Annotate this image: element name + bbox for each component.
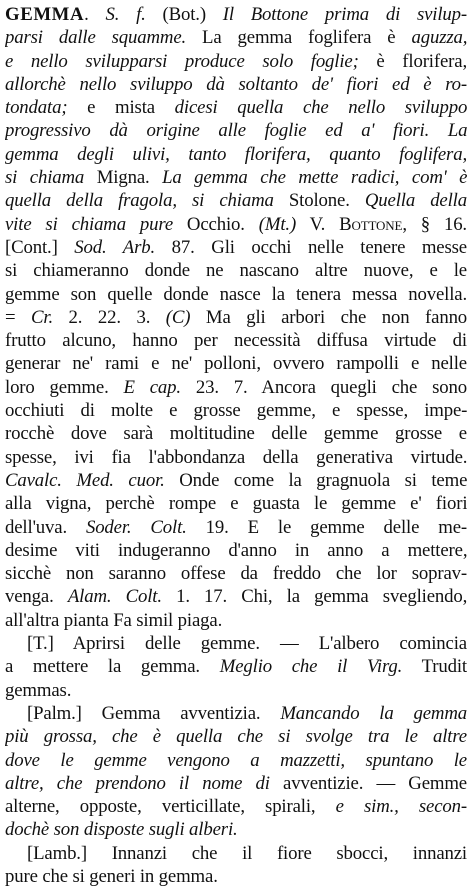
text-line [5, 236, 467, 259]
text-line [5, 73, 467, 96]
text-run: Meglio che il Virg. [219, 656, 403, 678]
text-run: Trudit [402, 656, 467, 678]
text-run: Ma gli arbori che non fanno [190, 306, 467, 328]
text-run: generar ne' rami e ne' polloni, ovvero rampolli e nelle [5, 353, 467, 375]
text-run: 23. 7. Ancora quegli che sono [180, 376, 467, 398]
paragraph-lamb-note [5, 842, 467, 888]
text-line [5, 772, 467, 795]
text-line [5, 306, 467, 329]
text-run: [T.] Aprirsi delle gemme. — L'albero comincia [27, 633, 467, 655]
text-run: si chiameranno donde ne nascano altre nuove, e le [5, 260, 467, 282]
text-run: (Mt.) [258, 213, 297, 235]
text-run: gemma degli ulivi, tanto florifera, quanto foglifera, [5, 143, 467, 165]
text-line [5, 189, 467, 212]
text-run: 87. Gli occhi nelle tenere messe [155, 236, 467, 258]
text-run: e mista [67, 97, 175, 119]
text-run: allorchè nello sviluppo dà soltanto de' fiori ed è ro- [5, 73, 467, 95]
text-run: gemmas. [5, 679, 72, 701]
text-line [5, 655, 467, 678]
text-run: 19. E le gemme delle me- [186, 516, 467, 538]
text-line [5, 865, 467, 888]
text-run: = [5, 306, 31, 328]
text-line [5, 446, 467, 469]
text-line [5, 26, 467, 49]
text-line [5, 609, 467, 632]
text-run: dell'uva. [5, 516, 86, 538]
text-line [5, 749, 467, 772]
text-run: [Lamb.] Innanzi che il fiore sbocci, innanzi [27, 842, 467, 864]
text-run: occhiuti di molte e grosse gemme, e spesse, impe- [5, 400, 467, 422]
text-run: 1. 17. Chi, la gemma svegliendo, [161, 586, 467, 608]
text-run: Il Bottone prima di svilup- [222, 4, 467, 25]
text-run: dochè son disposte sugli alberi. [5, 819, 238, 841]
text-run: parsi dalle squamme. [5, 27, 187, 49]
text-line [5, 119, 467, 142]
text-line [5, 702, 467, 725]
text-run: pure che si generi in gemma. [5, 865, 218, 887]
dictionary-page [5, 3, 467, 888]
text-line [5, 516, 467, 539]
text-run: alterne, opposte, verticillate, spirali, [5, 796, 336, 818]
text-run: è florifera, [358, 50, 467, 72]
paragraph-tommaseo-note [5, 632, 467, 702]
text-run: sicchè non saranno offese da freddo che lor soprav- [5, 563, 467, 585]
text-line [5, 492, 467, 515]
text-run: (C) [165, 306, 191, 328]
text-run: E cap. [123, 376, 181, 398]
text-line [5, 376, 467, 399]
paragraph-palm-note [5, 702, 467, 842]
text-run: Mancando la gemma [280, 702, 467, 724]
text-run: avventizie. — Gemme [269, 772, 467, 794]
text-line [5, 259, 467, 282]
text-line [5, 562, 467, 585]
text-run: 2. 22. 3. [53, 306, 166, 328]
text-run: gemme son quelle donde nasce la tenera messa novella. [5, 283, 467, 305]
text-run: aguzza, [411, 27, 467, 49]
text-run: Sod. Arb. [74, 236, 156, 258]
text-run: Cr. [31, 306, 53, 328]
text-line [5, 50, 467, 73]
text-run: spesse, ivi fia l'abbondanza della generativa virtude. [5, 446, 467, 468]
text-run: all'altra pianta Fa simil piaga. [5, 609, 223, 631]
text-line [5, 818, 467, 841]
text-run: Soder. Colt. [85, 516, 187, 538]
text-line [5, 166, 467, 189]
text-line [5, 469, 467, 492]
text-run: e sim., secon- [335, 796, 467, 818]
text-run: GEMMA [5, 4, 85, 25]
text-run: Alam. Colt. [67, 586, 162, 608]
text-run: Stolone. [273, 190, 365, 212]
text-run: Cavalc. Med. cuor. [5, 469, 165, 491]
text-run: Bottone [339, 213, 403, 235]
text-run: V. [296, 213, 340, 235]
text-run: dove le gemme vengono a mazzetti, spuntano le [5, 749, 467, 771]
text-run: dicesi quella che nello sviluppo [174, 97, 467, 119]
text-run: si chiama [5, 167, 85, 189]
text-line [5, 96, 467, 119]
text-run: vite si chiama pure [5, 213, 174, 235]
text-run: frutto alcuno, hanno per necessità diffusa virtude di [5, 330, 467, 352]
text-line [5, 632, 467, 655]
text-line [5, 399, 467, 422]
text-run: La gemma foglifera è [186, 27, 412, 49]
text-run: progressivo dà origine alle foglie ed a' fiori. La [5, 120, 467, 142]
text-run: loro gemme. [5, 376, 124, 398]
text-run: La gemma che mette radici, com' è [162, 167, 467, 189]
text-run: desime viti indugeranno d'anno in anno a mettere, [5, 539, 467, 561]
text-run: S. f. [105, 4, 146, 25]
text-line [5, 283, 467, 306]
text-line [5, 329, 467, 352]
text-line [5, 539, 467, 562]
text-run: [Cont.] [5, 236, 75, 258]
text-line [5, 143, 467, 166]
text-line [5, 679, 467, 702]
text-run: [Palm.] Gemma avventizia. [27, 702, 281, 724]
text-run: e nello svilupparsi produce solo foglie; [5, 50, 359, 72]
text-run: venga. [5, 586, 68, 608]
text-run: Quella della [364, 190, 467, 212]
text-line [5, 3, 467, 26]
text-line [5, 842, 467, 865]
text-run: . [84, 4, 106, 25]
text-run: Occhio. [173, 213, 259, 235]
paragraph-definition [5, 3, 467, 632]
text-run: più grossa, che è quella che si svolge tra le altre [5, 726, 467, 748]
text-run: quella della fragola, si chiama [5, 190, 274, 212]
text-run: tondata; [5, 97, 68, 119]
text-line [5, 213, 467, 236]
text-run: Onde come la gragnuola si teme [164, 469, 467, 491]
text-line [5, 585, 467, 608]
text-run: , § 16. [402, 213, 467, 235]
text-run: a mettere la gemma. [5, 656, 220, 678]
text-run: rocchè dove sarà moltitudine delle gemme grosse e [5, 423, 467, 445]
text-run: alla vigna, perchè rompe e guasta le gemme e' fiori [5, 493, 467, 515]
text-run: altre, che prendono il nome di [5, 772, 270, 794]
text-run: (Bot.) [145, 4, 223, 25]
text-line [5, 352, 467, 375]
text-run: Migna. [84, 167, 163, 189]
text-line [5, 422, 467, 445]
text-line [5, 725, 467, 748]
